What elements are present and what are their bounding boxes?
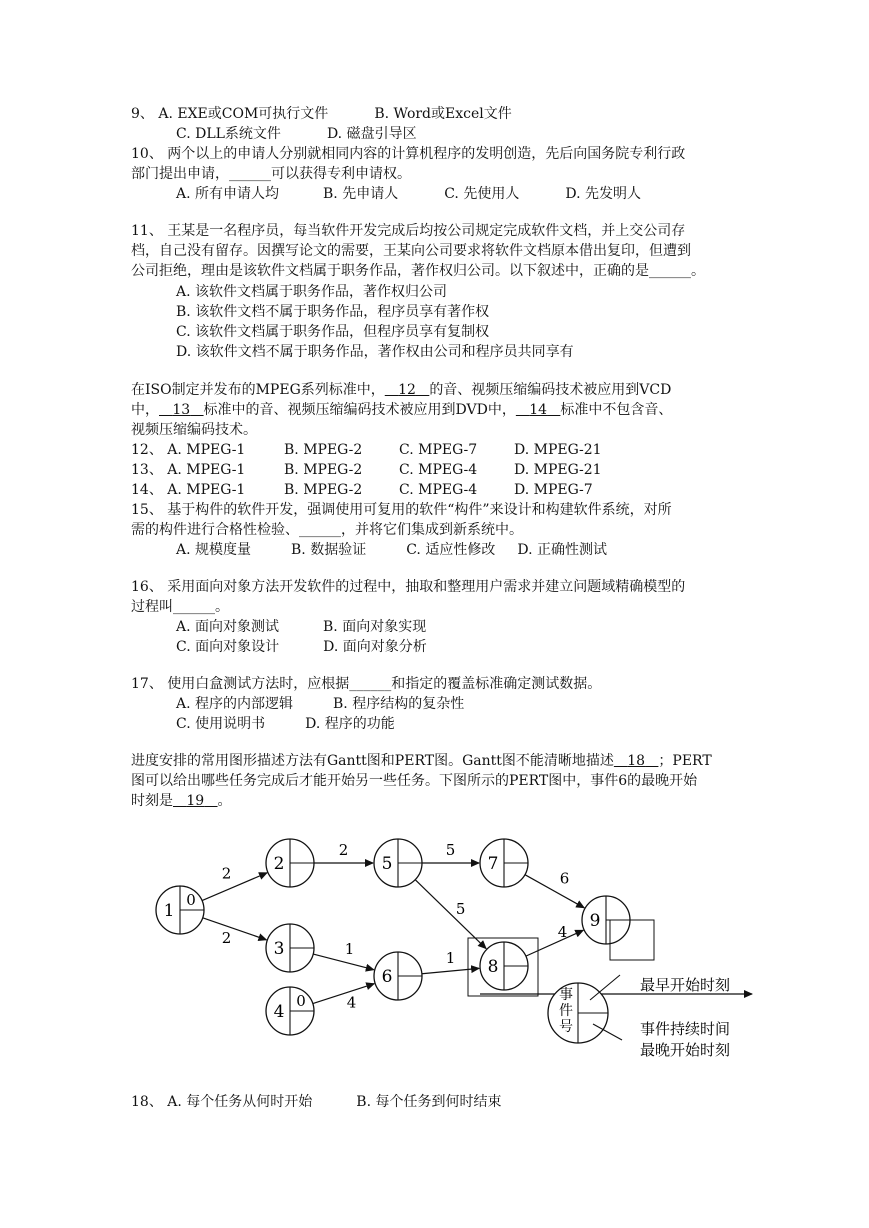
- legend-earliest-label: 最早开始时刻: [640, 976, 731, 994]
- edge-3-6: [313, 954, 374, 970]
- pert-node-earliest: 0: [186, 891, 196, 909]
- q15-stem-2: 需的构件进行合格性检验、______，并将它们集成到新系统中。: [131, 522, 523, 538]
- edge-weight-7-9: 6: [559, 869, 570, 888]
- legend-event-number-label: [559, 986, 573, 1035]
- q11-stem: 11、 王某是一名程序员，每当软件开发完成后均按公司规定完成软件文档，并上交公司存: [131, 223, 686, 239]
- q10-stem: 10、 两个以上的申请人分别就相同内容的计算机程序的发明创造，先后向国务院专利行政: [131, 146, 686, 162]
- pert-node-1: [156, 886, 204, 934]
- pert-node-number: 6: [381, 967, 393, 987]
- q17-options-1: A. 程序的内部逻辑 B. 程序结构的复杂性: [176, 696, 465, 712]
- pert-node-4: [266, 987, 314, 1035]
- pert-stem: 进度安排的常用图形描述方法有Gantt图和PERT图。Gantt图不能清晰地描述 18 ；PERT: [131, 753, 712, 769]
- edge-4-6: [313, 984, 374, 1004]
- edge-weight-2-5: 2: [338, 841, 349, 859]
- q18-line: 18、 A. 每个任务从何时开始 B. 每个任务到何时结束: [131, 1094, 502, 1110]
- mpeg-stem-3: 视频压缩编码技术。: [131, 422, 257, 438]
- svg-text:事件号: 事件号: [559, 987, 573, 1035]
- q15-options: A. 规模度量 B. 数据验证 C. 适应性修改 D. 正确性测试: [176, 542, 607, 558]
- q11-option-b: B. 该软件文档不属于职务作品，程序员享有著作权: [176, 304, 490, 320]
- pert-node-3: [266, 924, 314, 972]
- pert-node-5: [374, 839, 422, 887]
- pert-legend: [480, 975, 752, 1059]
- blank-14: 14: [529, 402, 548, 418]
- pert-node-number: 7: [487, 854, 499, 874]
- pert-node-7: [480, 839, 528, 887]
- q16-stem-2: 过程叫______。: [131, 599, 229, 615]
- legend-duration-label: 事件持续时间: [640, 1020, 731, 1038]
- edge-weight-1-2: 2: [221, 864, 232, 883]
- edge-weight-1-3: 2: [221, 928, 232, 947]
- edge-weight-6-8: 1: [445, 949, 456, 968]
- q10-options: A. 所有申请人均 B. 先申请人 C. 先使用人 D. 先发明人: [176, 186, 641, 202]
- q11-option-c: C. 该软件文档属于职务作品，但程序员享有复制权: [176, 324, 490, 340]
- edge-6-8: [422, 968, 479, 973]
- q13-options: 13、 A. MPEG-1 B. MPEG-2 C. MPEG-4 D. MPEG-21: [131, 462, 602, 478]
- pert-node-number: 2: [273, 854, 285, 874]
- q14-options: 14、 A. MPEG-1 B. MPEG-2 C. MPEG-4 D. MPEG-7: [131, 482, 593, 498]
- edge-weight-4-6: 4: [346, 993, 357, 1012]
- q12-options: 12、 A. MPEG-1 B. MPEG-2 C. MPEG-7 D. MPEG-21: [131, 442, 602, 458]
- edge-weight-3-6: 1: [344, 939, 355, 958]
- pert-node-2: [266, 839, 314, 887]
- q11-option-d: D. 该软件文档不属于职务作品，著作权由公司和程序员共同享有: [176, 344, 574, 360]
- q15-stem: 15、 基于构件的软件开发，强调使用可复用的软件“构件”来设计和构建软件系统，对所: [131, 502, 672, 518]
- pert-node-number: 8: [487, 957, 499, 977]
- mpeg-stem-2: 中， 13 标准中的音、视频压缩编码技术被应用到DVD中， 14 标准中不包含音、: [131, 402, 673, 418]
- pert-node-number: 1: [163, 901, 175, 921]
- edge-1-2: [202, 873, 267, 901]
- edge-7-9: [525, 875, 584, 908]
- pert-stem-2: 图可以给出哪些任务完成后才能开始另一些任务。下图所示的PERT图中，事件6的最晚开始: [131, 773, 698, 789]
- pert-stem-3: 时刻是 19 。: [131, 793, 232, 809]
- pert-node-number: 5: [381, 854, 393, 874]
- pert-diagram: [140, 828, 760, 1078]
- blank-18: 18: [627, 753, 646, 769]
- q16-stem: 16、 采用面向对象方法开发软件的过程中，抽取和整理用户需求并建立问题域精确模型的: [131, 579, 686, 595]
- edge-weight-5-8: 5: [455, 900, 466, 919]
- q9-line1: 9、 A. EXE或COM可执行文件 B. Word或Excel文件: [131, 106, 512, 122]
- q9-line2: C. DLL系统文件 D. 磁盘引导区: [176, 126, 417, 142]
- blank-13: 13: [172, 402, 191, 418]
- edge-weight-5-7: 5: [445, 841, 456, 859]
- legend-latest-label: 最晚开始时刻: [640, 1041, 731, 1059]
- q16-options-1: A. 面向对象测试 B. 面向对象实现: [176, 619, 427, 635]
- pert-node-8: [480, 942, 528, 990]
- pert-node-number: 4: [273, 1002, 285, 1022]
- q11-stem-3: 公司拒绝，理由是该软件文档属于职务作品，著作权归公司。以下叙述中，正确的是______。: [131, 263, 705, 279]
- pert-node-number: 9: [589, 911, 601, 931]
- q11-option-a: A. 该软件文档属于职务作品，著作权归公司: [176, 284, 448, 300]
- mpeg-stem: 在ISO制定并发布的MPEG系列标准中， 12 的音、视频压缩编码技术被应用到VCD: [131, 382, 672, 398]
- edge-weight-8-9: 4: [557, 923, 568, 942]
- edge-1-3: [203, 918, 267, 940]
- blank-19: 19: [186, 793, 205, 809]
- blank-12: 12: [398, 382, 416, 398]
- q10-stem-2: 部门提出申请，______可以获得专利申请权。: [131, 166, 411, 182]
- q17-options-2: C. 使用说明书 D. 程序的功能: [176, 716, 395, 732]
- q17-stem: 17、 使用白盒测试方法时，应根据______和指定的覆盖标准确定测试数据。: [131, 676, 602, 692]
- edge-8-9: [526, 930, 583, 956]
- pert-node-6: [374, 952, 422, 1000]
- q11-stem-2: 档，自己没有留存。因撰写论文的需要，王某向公司要求将软件文档原本借出复印，但遭到: [131, 243, 691, 259]
- q16-options-2: C. 面向对象设计 D. 面向对象分析: [176, 639, 427, 655]
- pert-node-number: 3: [273, 939, 285, 959]
- pert-node-earliest: 0: [296, 992, 306, 1010]
